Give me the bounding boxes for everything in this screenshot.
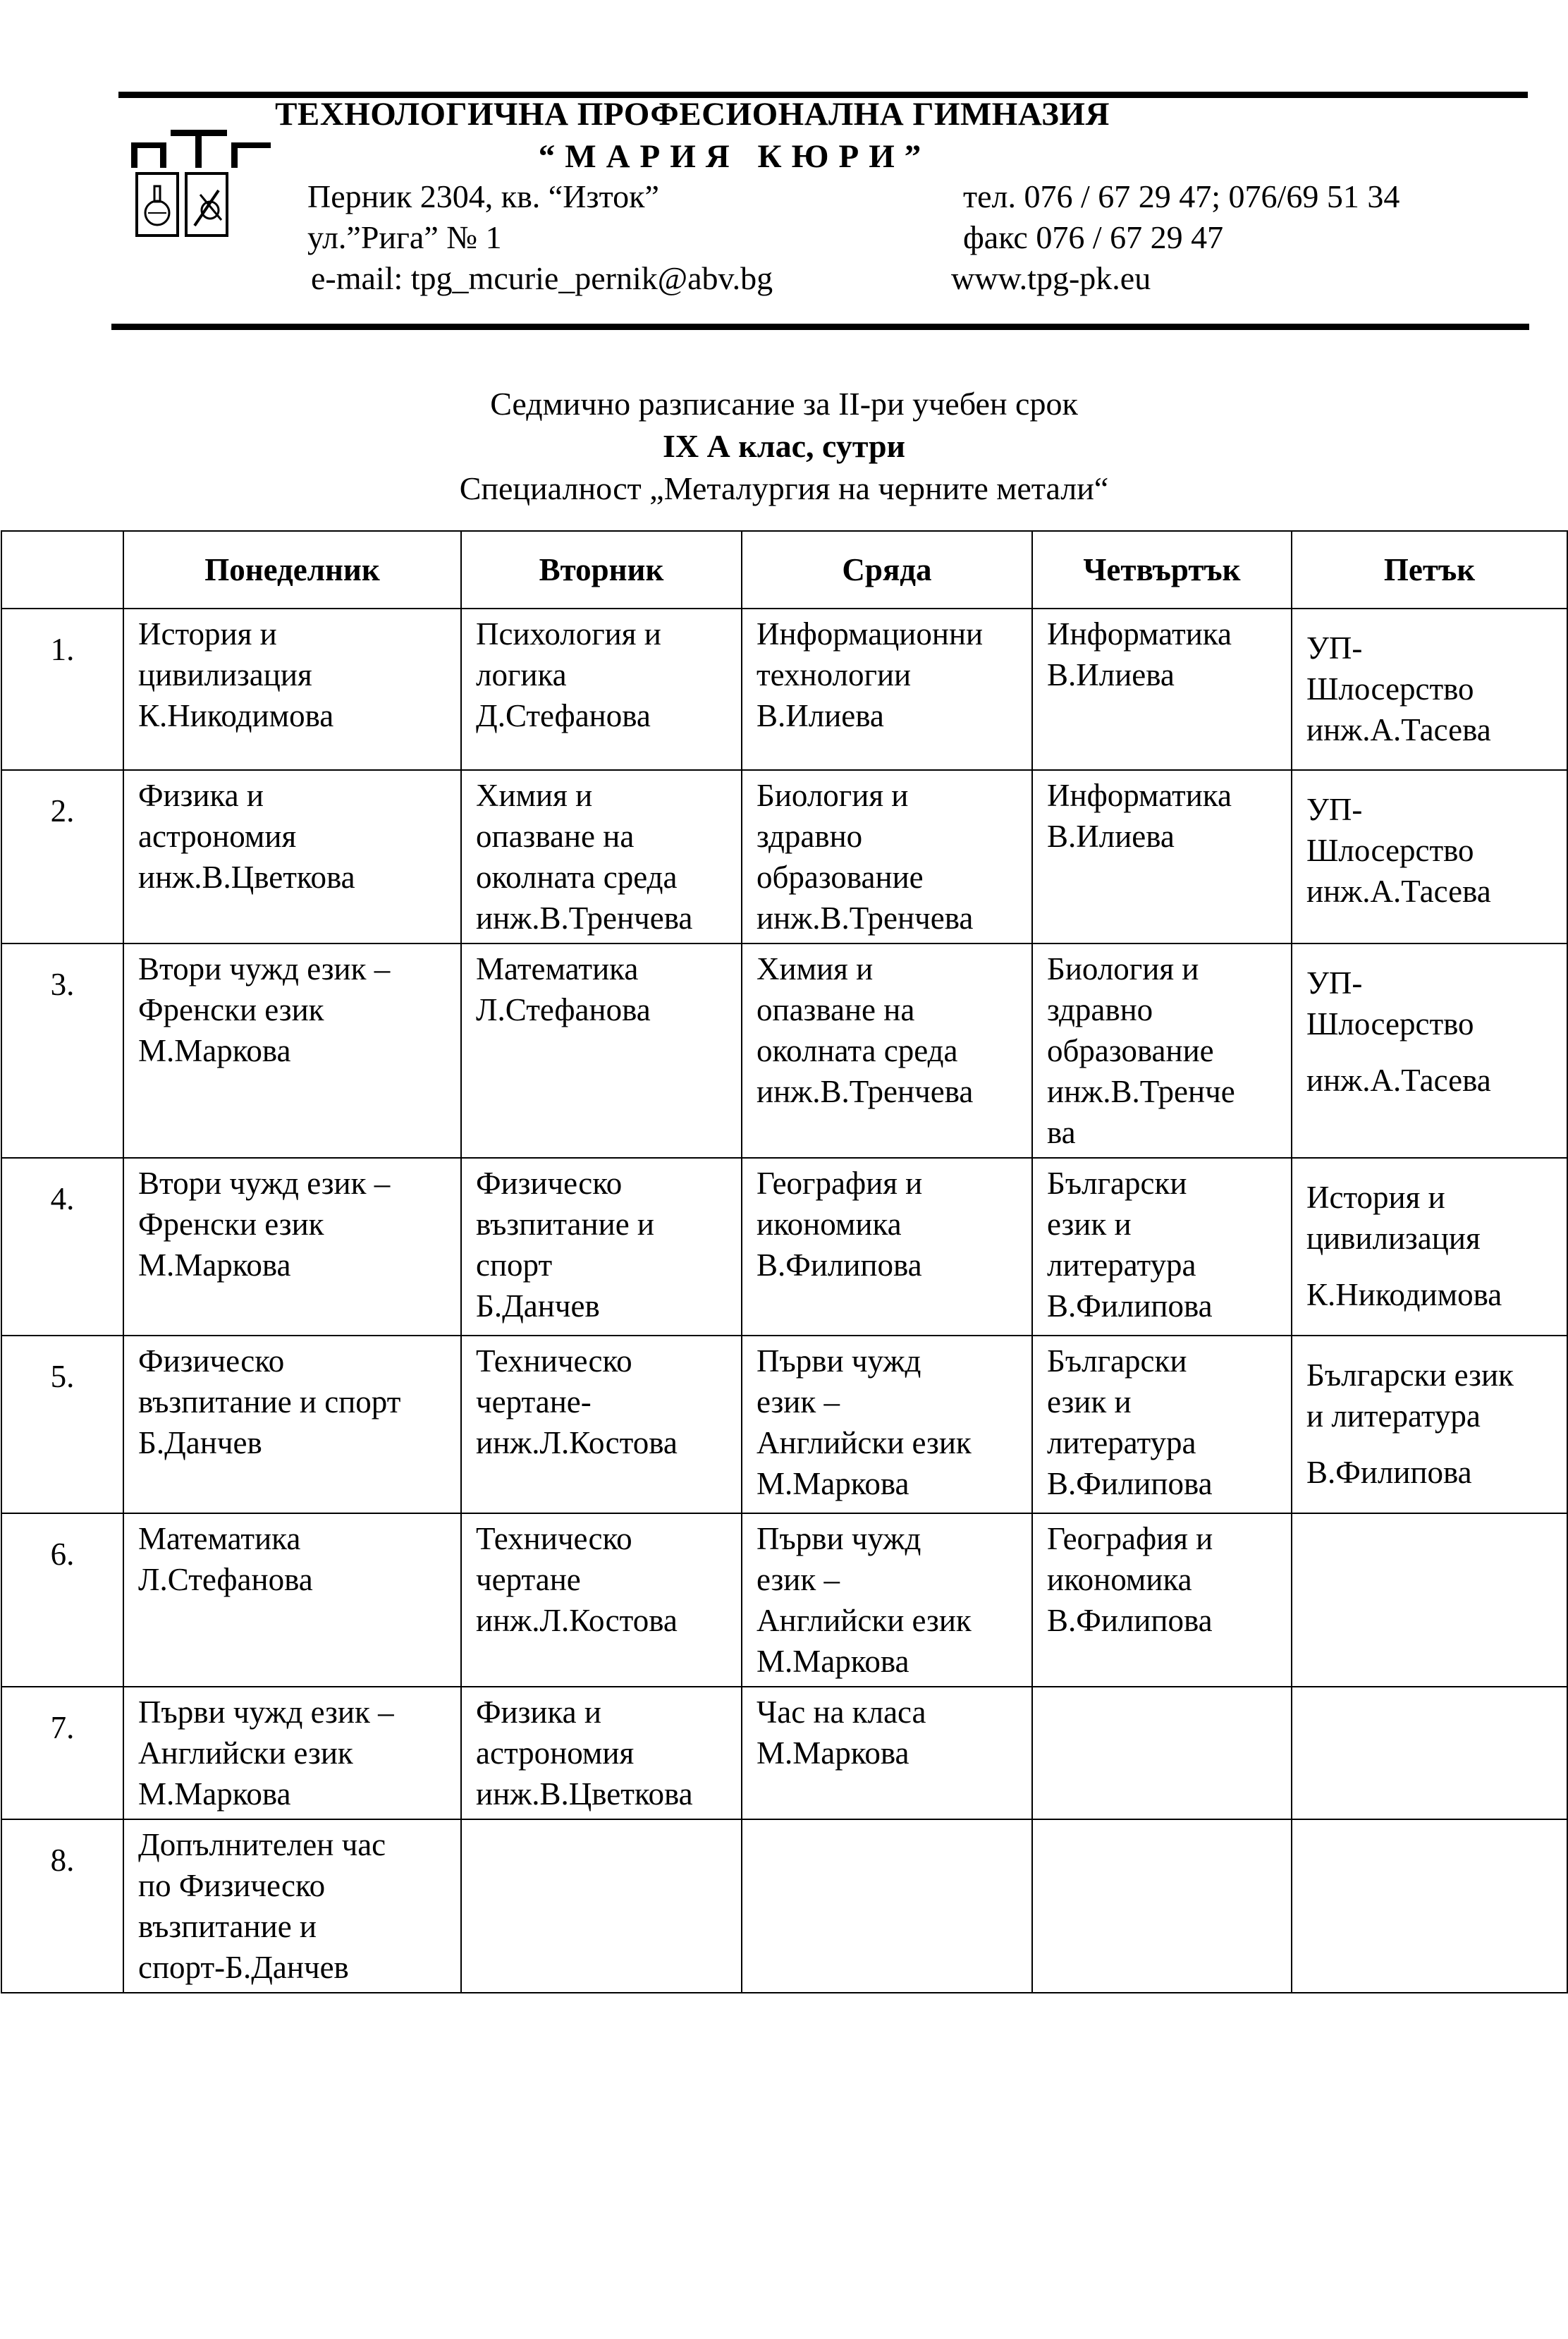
lesson-line: Информационни [757,616,984,652]
lesson-line: Техническо [476,1521,632,1556]
school-subtitle: “МАРИЯ КЮРИ” [538,138,931,175]
table-row [1,1158,1567,1336]
lesson-cell [1032,1513,1292,1687]
lesson-line: Психология и [476,616,661,652]
lesson-line: език и [1047,1384,1132,1419]
lesson-number: 1. [1,609,123,770]
lesson-line: Втори чужд език – [138,951,391,987]
lesson-number: 4. [1,1158,123,1336]
lesson-line: език – [757,1562,840,1597]
lesson-line: Втори чужд език – [138,1166,391,1201]
lesson-line: здравно [1047,992,1153,1027]
header-rule-bottom [111,324,1529,330]
lesson-line: В.Филипова [1047,1603,1213,1638]
lesson-line: Математика [138,1521,301,1556]
lesson-line: М.Маркова [757,1466,909,1501]
lesson-line: Шлосерство [1306,1006,1474,1042]
lesson-cell [123,1336,461,1513]
lesson-line: образование [1047,1033,1214,1068]
lesson-cell [1032,1336,1292,1513]
lesson-line: икономика [757,1207,902,1242]
address-line-2: ул.”Рига” № 1 [307,219,502,255]
lesson-line: технологии [757,657,912,692]
table-row [1,1513,1567,1687]
table-row [1,609,1567,770]
lesson-line: Български [1047,1166,1187,1201]
specialty-title: Специалност „Металургия на черните метали“ [459,470,1109,506]
lesson-cell [742,1158,1032,1336]
lesson-line: възпитание и спорт [138,1384,401,1419]
email-line: e-mail: tpg_mcurie_pernik@abv.bg [311,260,773,296]
lesson-line: В.Илиева [1047,657,1175,692]
lesson-line: чертане- [476,1384,592,1419]
lesson-number: 3. [1,943,123,1158]
lesson-line: М.Маркова [757,1644,909,1679]
lesson-line: Техническо [476,1343,632,1379]
lesson-line: Б.Данчев [476,1288,600,1324]
lesson-line: М.Маркова [757,1735,909,1771]
lesson-line: език и [1047,1207,1132,1242]
lesson-cell [742,770,1032,943]
table-row [1,943,1567,1158]
lesson-line: литература [1047,1247,1196,1283]
lesson-cell [461,609,742,770]
day-header: Понеделник [123,531,461,609]
lesson-cell [123,1819,461,1993]
lesson-line: М.Маркова [138,1033,291,1068]
lesson-line: Шлосерство [1306,833,1474,868]
lesson-cell [1292,1687,1567,1819]
lesson-cell [123,770,461,943]
lesson-line: Информатика [1047,616,1232,652]
lesson-line: инж.А.Тасева [1306,874,1491,909]
school-name: ТЕХНОЛОГИЧНА ПРОФЕСИОНАЛНА ГИМНАЗИЯ [275,96,1110,133]
lesson-line: М.Маркова [138,1776,291,1812]
address-line-1: Перник 2304, кв. “Изток” [307,178,659,214]
lesson-line: Химия и [757,951,874,987]
lesson-line: опазване на [476,819,635,854]
lesson-line: УП- [1306,792,1363,827]
day-header: Петък [1292,531,1567,609]
lesson-line: инж.В.Цветкова [476,1776,693,1812]
lesson-cell [123,1158,461,1336]
lesson-line: Физическо [138,1343,285,1379]
corner-cell [1,531,123,609]
lesson-line: опазване на [757,992,915,1027]
lesson-line: околната среда [757,1033,958,1068]
class-title: IX А клас, сутри [662,428,906,464]
lesson-cell [1032,1687,1292,1819]
lesson-cell [461,770,742,943]
lesson-line: В.Филипова [1306,1455,1472,1490]
lesson-line: логика [476,657,567,692]
lesson-line: астрономия [138,819,297,854]
lesson-line: Биология и [757,778,909,813]
lesson-line: език – [757,1384,840,1419]
lesson-line: Първи чужд език – [138,1694,394,1730]
lesson-line: околната среда [476,860,678,895]
lesson-line: ва [1047,1115,1076,1150]
lesson-cell [123,1687,461,1819]
lesson-cell [742,1819,1032,1993]
lesson-cell [1032,609,1292,770]
lesson-line: География и [757,1166,923,1201]
lesson-line: здравно [757,819,863,854]
lesson-cell [1292,609,1567,770]
lesson-line: астрономия [476,1735,635,1771]
lesson-cell [461,1819,742,1993]
lesson-line: УП- [1306,630,1363,666]
lesson-number: 8. [1,1819,123,1993]
lesson-line: В.Илиева [1047,819,1175,854]
lesson-line: възпитание и [476,1207,654,1242]
lesson-line: възпитание и [138,1909,317,1944]
lesson-number: 5. [1,1336,123,1513]
lesson-cell [742,1687,1032,1819]
lesson-line: инж.В.Цветкова [138,860,355,895]
lesson-line: инж.Л.Костова [476,1425,678,1460]
lesson-line: В.Филипова [1047,1466,1213,1501]
lesson-cell [123,609,461,770]
lesson-line: Биология и [1047,951,1199,987]
lesson-cell [1032,1158,1292,1336]
day-header: Четвъртък [1032,531,1292,609]
lesson-line: Физика и [138,778,264,813]
lesson-line: Допълнителен час [138,1827,386,1862]
lesson-cell [1032,1819,1292,1993]
lesson-line: Л.Стефанова [138,1562,313,1597]
day-header: Вторник [461,531,742,609]
lesson-line: К.Никодимова [1306,1277,1502,1312]
lesson-cell [461,1687,742,1819]
lesson-line: и литература [1306,1398,1481,1434]
lesson-number: 2. [1,770,123,943]
lesson-line: цивилизация [138,657,312,692]
schedule-table [1,530,1568,1993]
lesson-line: цивилизация [1306,1221,1481,1256]
lesson-cell [742,1513,1032,1687]
lesson-cell [461,1158,742,1336]
lesson-line: Физика и [476,1694,601,1730]
lesson-cell [1292,943,1567,1158]
document-title: Седмично разписание за II-ри учебен срок [490,386,1078,422]
lesson-line: образование [757,860,924,895]
lesson-cell [1292,770,1567,943]
table-row [1,1336,1567,1513]
lesson-line: икономика [1047,1562,1192,1597]
lesson-line: География и [1047,1521,1213,1556]
lesson-number: 7. [1,1687,123,1819]
lesson-line: История и [138,616,277,652]
lesson-line: инж.Л.Костова [476,1603,678,1638]
lesson-cell [461,1513,742,1687]
day-header: Сряда [742,531,1032,609]
lesson-line: УП- [1306,965,1363,1001]
lesson-line: Български [1047,1343,1187,1379]
lesson-line: Шлосерство [1306,671,1474,707]
lesson-line: Френски език [138,1207,324,1242]
lesson-line: инж.В.Тренчева [757,900,974,936]
lesson-cell [123,1513,461,1687]
lesson-cell [461,943,742,1158]
fax-line: факс 076 / 67 29 47 [963,219,1224,255]
lesson-line: Първи чужд [757,1521,921,1556]
lesson-cell [742,609,1032,770]
lesson-line: Д.Стефанова [476,698,651,733]
lesson-line: инж.В.Тренчева [476,900,693,936]
header-row [1,531,1567,609]
lesson-line: Химия и [476,778,593,813]
lesson-line: М.Маркова [138,1247,291,1283]
lesson-line: В.Филипова [757,1247,922,1283]
lesson-cell [461,1336,742,1513]
lesson-line: В.Филипова [1047,1288,1213,1324]
lesson-cell [742,943,1032,1158]
lesson-cell [1032,943,1292,1158]
phone-line: тел. 076 / 67 29 47; 076/69 51 34 [963,178,1400,214]
lesson-line: спорт-Б.Данчев [138,1950,349,1985]
lesson-cell [742,1336,1032,1513]
lesson-line: Първи чужд [757,1343,921,1379]
lesson-line: по Физическо [138,1868,326,1903]
lesson-line: Английски език [757,1425,972,1460]
lesson-line: чертане [476,1562,581,1597]
table-row [1,770,1567,943]
lesson-cell [123,943,461,1158]
website-line: www.tpg-pk.eu [951,260,1151,296]
lesson-line: Информатика [1047,778,1232,813]
lesson-line: В.Илиева [757,698,884,733]
table-row [1,1687,1567,1819]
lesson-line: К.Никодимова [138,698,334,733]
lesson-cell [1292,1513,1567,1687]
table-row [1,1819,1567,1993]
lesson-line: инж.А.Тасева [1306,1063,1491,1098]
lesson-cell [1292,1336,1567,1513]
lesson-line: Час на класа [757,1694,926,1730]
lesson-line: инж.В.Тренчева [757,1074,974,1109]
lesson-line: Л.Стефанова [476,992,651,1027]
lesson-line: Английски език [757,1603,972,1638]
lesson-line: инж.А.Тасева [1306,712,1491,747]
lesson-line: Френски език [138,992,324,1027]
lesson-cell [1292,1819,1567,1993]
lesson-line: Български език [1306,1357,1514,1393]
lesson-line: Б.Данчев [138,1425,262,1460]
lesson-cell [1292,1158,1567,1336]
lesson-number: 6. [1,1513,123,1687]
lesson-line: История и [1306,1180,1445,1215]
lesson-line: Английски език [138,1735,353,1771]
lesson-line: Физическо [476,1166,623,1201]
lesson-cell [1032,770,1292,943]
lesson-line: литература [1047,1425,1196,1460]
lesson-line: Математика [476,951,639,987]
lesson-line: инж.В.Тренче [1047,1074,1235,1109]
lesson-line: спорт [476,1247,553,1283]
